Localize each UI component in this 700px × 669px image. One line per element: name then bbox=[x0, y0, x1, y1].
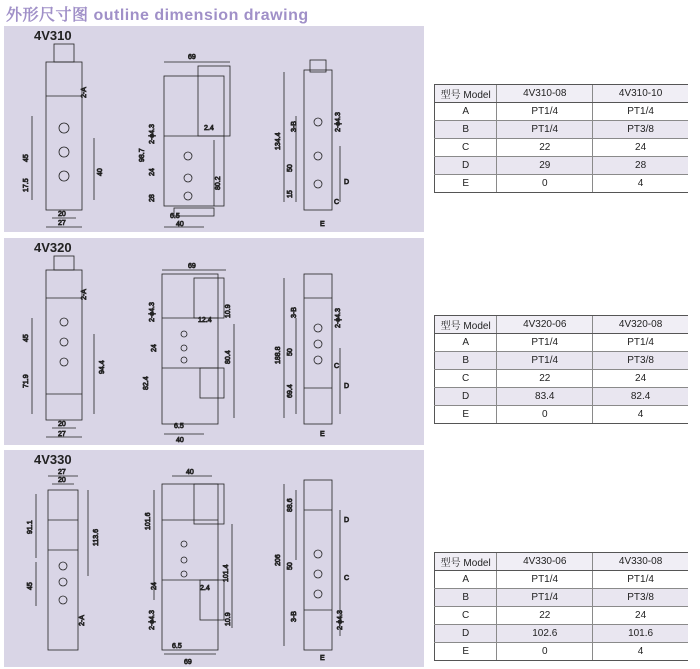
table-row bbox=[435, 388, 689, 406]
header-cell: 型号 Model bbox=[435, 553, 497, 571]
dim-label: 24 bbox=[151, 344, 158, 352]
dim-label: 2-A bbox=[81, 289, 88, 300]
header-cell: 4V320-08 bbox=[593, 316, 688, 334]
dim-label: 91.1 bbox=[27, 520, 34, 534]
table-cell: 22 bbox=[497, 370, 593, 388]
table-row bbox=[435, 352, 689, 370]
table-cell: 4 bbox=[593, 406, 688, 424]
dim-label: 50 bbox=[287, 164, 294, 172]
table-cell: PT1/4 bbox=[593, 103, 688, 121]
dim-label: 206 bbox=[275, 554, 282, 566]
dim-label: 40 bbox=[186, 469, 194, 476]
dim-label: 98.7 bbox=[139, 148, 146, 162]
table-cell: PT1/4 bbox=[497, 121, 593, 139]
drawing-panel-4v320 bbox=[4, 238, 424, 445]
dim-label: 69 bbox=[184, 659, 192, 666]
dim-label: 113.6 bbox=[93, 529, 100, 546]
header-cell: 4V310-10 bbox=[593, 85, 688, 103]
table-row bbox=[435, 625, 689, 643]
table-cell: A bbox=[435, 571, 497, 589]
table-cell: PT3/8 bbox=[593, 121, 688, 139]
side-view bbox=[162, 270, 234, 434]
dim-label: 20 bbox=[58, 421, 66, 428]
dim-label: 94.4 bbox=[99, 360, 106, 374]
dim-label: 28 bbox=[149, 194, 156, 202]
dim-label: 71.9 bbox=[23, 374, 30, 388]
dim-label: 3-B bbox=[291, 121, 298, 132]
header-cell: 4V330-08 bbox=[593, 553, 688, 571]
dim-label: 20 bbox=[58, 477, 66, 484]
dim-label: 20 bbox=[58, 211, 66, 218]
header-cell: 型号 Model bbox=[435, 316, 497, 334]
dim-label: 69.4 bbox=[287, 384, 294, 398]
dim-label: 45 bbox=[27, 582, 34, 590]
table-cell: 0 bbox=[497, 406, 593, 424]
table-cell: D bbox=[435, 625, 497, 643]
table-cell: C bbox=[435, 607, 497, 625]
dim-label: 6.5 bbox=[172, 643, 182, 650]
outline-drawing-4v330 bbox=[4, 450, 424, 667]
dim-label: C bbox=[334, 199, 340, 206]
dim-label: 24 bbox=[151, 582, 158, 590]
outline-drawing-4v320 bbox=[4, 238, 424, 445]
table-cell: 24 bbox=[593, 139, 688, 157]
drawing-panel-4v310 bbox=[4, 26, 424, 232]
page-title: 外形尺寸图 outline dimension drawing bbox=[6, 7, 309, 24]
table-cell: 29 bbox=[497, 157, 593, 175]
table-cell: 83.4 bbox=[497, 388, 593, 406]
table-cell: B bbox=[435, 352, 497, 370]
header-cell: 4V320-06 bbox=[497, 316, 593, 334]
dim-label: 2.4 bbox=[200, 585, 210, 592]
table-cell: 0 bbox=[497, 175, 593, 193]
model-label: 4V320 bbox=[34, 240, 72, 255]
dim-label: 40 bbox=[97, 168, 104, 176]
table-cell: 0 bbox=[497, 643, 593, 661]
table-row bbox=[435, 370, 689, 388]
dim-label: C bbox=[334, 363, 340, 370]
side-view bbox=[164, 62, 230, 227]
table-cell: 24 bbox=[593, 370, 688, 388]
table-row bbox=[435, 103, 689, 121]
dim-label: 50 bbox=[287, 562, 294, 570]
table-cell: 101.6 bbox=[593, 625, 688, 643]
dim-label: 2-ϕ4.3 bbox=[335, 112, 342, 132]
table-cell: B bbox=[435, 121, 497, 139]
table-cell: PT1/4 bbox=[497, 589, 593, 607]
dim-label: 40 bbox=[176, 221, 184, 228]
dim-label: 24 bbox=[149, 168, 156, 176]
dim-label: 2.4 bbox=[204, 125, 214, 132]
dim-label: 50 bbox=[287, 348, 294, 356]
table-cell: D bbox=[435, 157, 497, 175]
dim-label: D bbox=[344, 517, 350, 524]
table-row bbox=[435, 571, 689, 589]
dim-label: 3-B bbox=[291, 611, 298, 622]
dim-label: 45 bbox=[23, 334, 30, 342]
header-cell: 4V310-08 bbox=[497, 85, 593, 103]
table-row bbox=[435, 589, 689, 607]
dim-label: 12.4 bbox=[198, 317, 212, 324]
table-cell: D bbox=[435, 388, 497, 406]
dim-label: 40 bbox=[176, 437, 184, 444]
dim-label: D bbox=[344, 383, 350, 390]
table-cell: 82.4 bbox=[593, 388, 688, 406]
table-row bbox=[435, 121, 689, 139]
dim-label: 101.4 bbox=[223, 564, 230, 582]
model-label: 4V330 bbox=[34, 452, 72, 467]
dim-label: 2-A bbox=[79, 615, 86, 626]
table-cell: 22 bbox=[497, 607, 593, 625]
dim-label: 69 bbox=[188, 263, 196, 270]
spec-table-4v330 bbox=[434, 552, 688, 661]
dim-label: E bbox=[320, 431, 325, 438]
dim-label: C bbox=[344, 575, 350, 582]
dim-label: 2-ϕ4.3 bbox=[149, 124, 156, 144]
dim-label: 27 bbox=[58, 431, 66, 438]
front-view bbox=[32, 44, 94, 227]
dim-label: 82.4 bbox=[143, 376, 150, 390]
table-cell: 4 bbox=[593, 175, 688, 193]
table-cell: PT1/4 bbox=[593, 334, 688, 352]
dim-label: 27 bbox=[58, 220, 66, 227]
table-cell: A bbox=[435, 334, 497, 352]
dim-label: D bbox=[344, 179, 350, 186]
dim-label: 3-B bbox=[291, 307, 298, 318]
table-cell: PT1/4 bbox=[497, 334, 593, 352]
table-cell: 102.6 bbox=[497, 625, 593, 643]
table-cell: PT1/4 bbox=[497, 352, 593, 370]
outline-drawing-4v310 bbox=[4, 26, 424, 232]
dim-label: 6.5 bbox=[174, 423, 184, 430]
table-cell: PT1/4 bbox=[497, 103, 593, 121]
header-cell: 型号 Model bbox=[435, 85, 497, 103]
table-header-row bbox=[435, 316, 689, 334]
table-cell: E bbox=[435, 643, 497, 661]
dim-label: 188.8 bbox=[275, 346, 282, 364]
dim-label: 80.4 bbox=[225, 350, 232, 364]
table-row bbox=[435, 607, 689, 625]
table-cell: E bbox=[435, 406, 497, 424]
table-cell: 22 bbox=[497, 139, 593, 157]
table-cell: C bbox=[435, 139, 497, 157]
end-view bbox=[284, 60, 340, 210]
dim-label: 101.6 bbox=[145, 512, 152, 530]
dim-label: 15 bbox=[287, 190, 294, 198]
front-view bbox=[32, 256, 94, 437]
table-row bbox=[435, 406, 689, 424]
table-cell: 4 bbox=[593, 643, 688, 661]
table-row bbox=[435, 643, 689, 661]
dim-label: 2-ϕ4.3 bbox=[149, 610, 156, 630]
table-cell: PT1/4 bbox=[593, 571, 688, 589]
table-cell: PT3/8 bbox=[593, 589, 688, 607]
dim-label: 69 bbox=[188, 54, 196, 61]
dim-label: 80.2 bbox=[215, 176, 222, 190]
dim-label: 17.5 bbox=[23, 178, 30, 192]
model-label: 4V310 bbox=[34, 28, 72, 43]
table-cell: C bbox=[435, 370, 497, 388]
dim-label: 2-ϕ4.3 bbox=[337, 610, 344, 630]
drawing-panel-4v330 bbox=[4, 450, 424, 667]
dim-label: 10.9 bbox=[225, 304, 232, 318]
dim-label: 2-ϕ4.3 bbox=[335, 308, 342, 328]
dim-label: 134.4 bbox=[275, 132, 282, 150]
dim-label: E bbox=[320, 221, 325, 228]
table-cell: E bbox=[435, 175, 497, 193]
table-header-row bbox=[435, 85, 689, 103]
dim-label: 88.6 bbox=[287, 498, 294, 512]
dim-label: 6.5 bbox=[170, 213, 180, 220]
spec-table-4v310 bbox=[434, 84, 688, 193]
table-cell: A bbox=[435, 103, 497, 121]
table-cell: B bbox=[435, 589, 497, 607]
table-cell: PT3/8 bbox=[593, 352, 688, 370]
side-view bbox=[154, 476, 232, 654]
dim-label: 10.9 bbox=[225, 612, 232, 626]
dim-label: 2-A bbox=[81, 87, 88, 98]
table-row bbox=[435, 334, 689, 352]
table-cell: PT1/4 bbox=[497, 571, 593, 589]
table-row bbox=[435, 139, 689, 157]
table-row bbox=[435, 157, 689, 175]
spec-table-4v320 bbox=[434, 315, 688, 424]
table-row bbox=[435, 175, 689, 193]
table-cell: 24 bbox=[593, 607, 688, 625]
dim-label: 2-ϕ4.3 bbox=[149, 302, 156, 322]
dim-label: 27 bbox=[58, 469, 66, 476]
header-cell: 4V330-06 bbox=[497, 553, 593, 571]
dim-label: E bbox=[320, 655, 325, 662]
dim-label: 45 bbox=[23, 154, 30, 162]
table-header-row bbox=[435, 553, 689, 571]
table-cell: 28 bbox=[593, 157, 688, 175]
